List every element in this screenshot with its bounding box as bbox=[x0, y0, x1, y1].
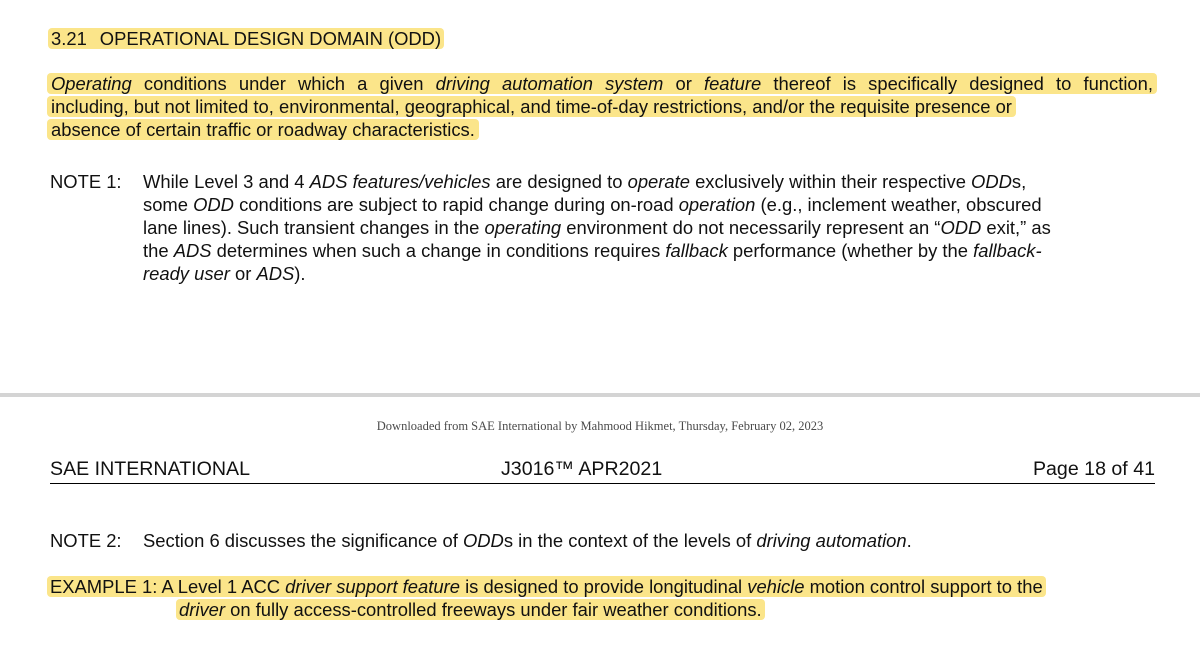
term-operate: operate bbox=[627, 171, 690, 192]
term-vehicle: vehicle bbox=[747, 576, 805, 597]
term-operating: Operating bbox=[51, 73, 132, 94]
definition-text: or bbox=[663, 73, 704, 94]
definition-text: thereof is specifically designed to function, bbox=[761, 73, 1153, 94]
term-operation: operation bbox=[678, 194, 756, 215]
note-text: performance (whether by the bbox=[727, 240, 974, 261]
term-fallback: fallback bbox=[665, 240, 728, 261]
example-1-label: EXAMPLE 1: bbox=[50, 576, 158, 597]
term-ads: ADS bbox=[173, 240, 212, 261]
note-text: lane lines). Such transient changes in the bbox=[143, 217, 485, 238]
note-text: are designed to bbox=[490, 171, 628, 192]
term-driving-automation-system: driving automation system bbox=[435, 73, 664, 94]
note-1-line bbox=[143, 170, 1155, 193]
footer-rule bbox=[50, 483, 1155, 484]
note-1-line bbox=[143, 262, 1155, 285]
note-text: s in the context of the levels of bbox=[503, 530, 757, 551]
note-text: Section 6 discusses the significance of bbox=[143, 530, 463, 551]
term-driver-support-feature: driver support feature bbox=[285, 576, 460, 597]
term-odd: ODD bbox=[971, 171, 1012, 192]
note-text: or bbox=[229, 263, 257, 284]
section-number: 3.21 bbox=[51, 28, 87, 49]
note-text: exclusively within their respective bbox=[689, 171, 972, 192]
section-heading-highlight bbox=[48, 28, 444, 49]
term-fallback-ready: fallback- bbox=[973, 240, 1042, 261]
term-ads-features: ADS features/vehicles bbox=[309, 171, 491, 192]
term-odd: ODD bbox=[193, 194, 234, 215]
note-text: environment do not necessarily represent an “ bbox=[561, 217, 941, 238]
definition-text: conditions under which a given bbox=[131, 73, 436, 94]
note-text: determines when such a change in conditions requires bbox=[211, 240, 666, 261]
note-text: some bbox=[143, 194, 194, 215]
term-odd: ODD bbox=[462, 530, 504, 551]
definition-line-2: including, but not limited to, environmental, geographical, and time-of-day restrictions, and/or the requisite presence or bbox=[47, 96, 1016, 117]
term-odd: ODD bbox=[940, 217, 982, 238]
note-1-label: NOTE 1: bbox=[50, 171, 122, 192]
term-ready-user: ready user bbox=[143, 263, 230, 284]
example-text: on fully access-controlled freeways under fair weather conditions. bbox=[225, 599, 762, 620]
term-feature: feature bbox=[703, 73, 762, 94]
note-2-label: NOTE 2: bbox=[50, 530, 122, 551]
term-ads: ADS bbox=[256, 263, 295, 284]
example-1-line-1 bbox=[47, 575, 1046, 598]
footer-page-number: Page 18 of 41 bbox=[1032, 458, 1155, 480]
note-1-line bbox=[143, 193, 1155, 216]
note-text: conditions are subject to rapid change during on-road bbox=[233, 194, 679, 215]
note-text: the bbox=[143, 240, 174, 261]
page-break bbox=[0, 393, 1200, 397]
download-notice: Downloaded from SAE International by Mahmood Hikmet, Thursday, February 02, 2023 bbox=[376, 419, 824, 433]
example-1-highlight bbox=[176, 599, 765, 620]
note-1-body bbox=[143, 170, 1155, 285]
note-1-line bbox=[143, 216, 1155, 239]
note-text: s, bbox=[1011, 171, 1027, 192]
term-operating: operating bbox=[484, 217, 562, 238]
example-text: is designed to provide longitudinal bbox=[459, 576, 748, 597]
note-2-body bbox=[143, 529, 912, 552]
term-driving-automation: driving automation bbox=[756, 530, 907, 551]
note-text: . bbox=[906, 530, 912, 551]
note-text: (e.g., inclement weather, obscured bbox=[755, 194, 1042, 215]
note-text: ). bbox=[294, 263, 306, 284]
example-text: A Level 1 ACC bbox=[161, 576, 286, 597]
footer-document-id: J3016™ APR2021 bbox=[501, 458, 663, 480]
footer-organization: SAE INTERNATIONAL bbox=[50, 458, 250, 480]
note-text: exit,” as bbox=[981, 217, 1051, 238]
section-title: OPERATIONAL DESIGN DOMAIN (ODD) bbox=[99, 28, 442, 49]
note-text: While Level 3 and 4 bbox=[143, 171, 310, 192]
example-text: motion control support to the bbox=[804, 576, 1043, 597]
definition-line-3: absence of certain traffic or roadway characteristics. bbox=[47, 119, 479, 140]
definition-paragraph bbox=[47, 72, 1157, 141]
term-driver: driver bbox=[179, 599, 225, 620]
example-1-highlight bbox=[47, 576, 1046, 597]
definition-line-1 bbox=[47, 73, 1157, 94]
note-1-line bbox=[143, 239, 1155, 262]
example-1-line-2 bbox=[176, 598, 765, 621]
section-heading bbox=[48, 27, 444, 50]
